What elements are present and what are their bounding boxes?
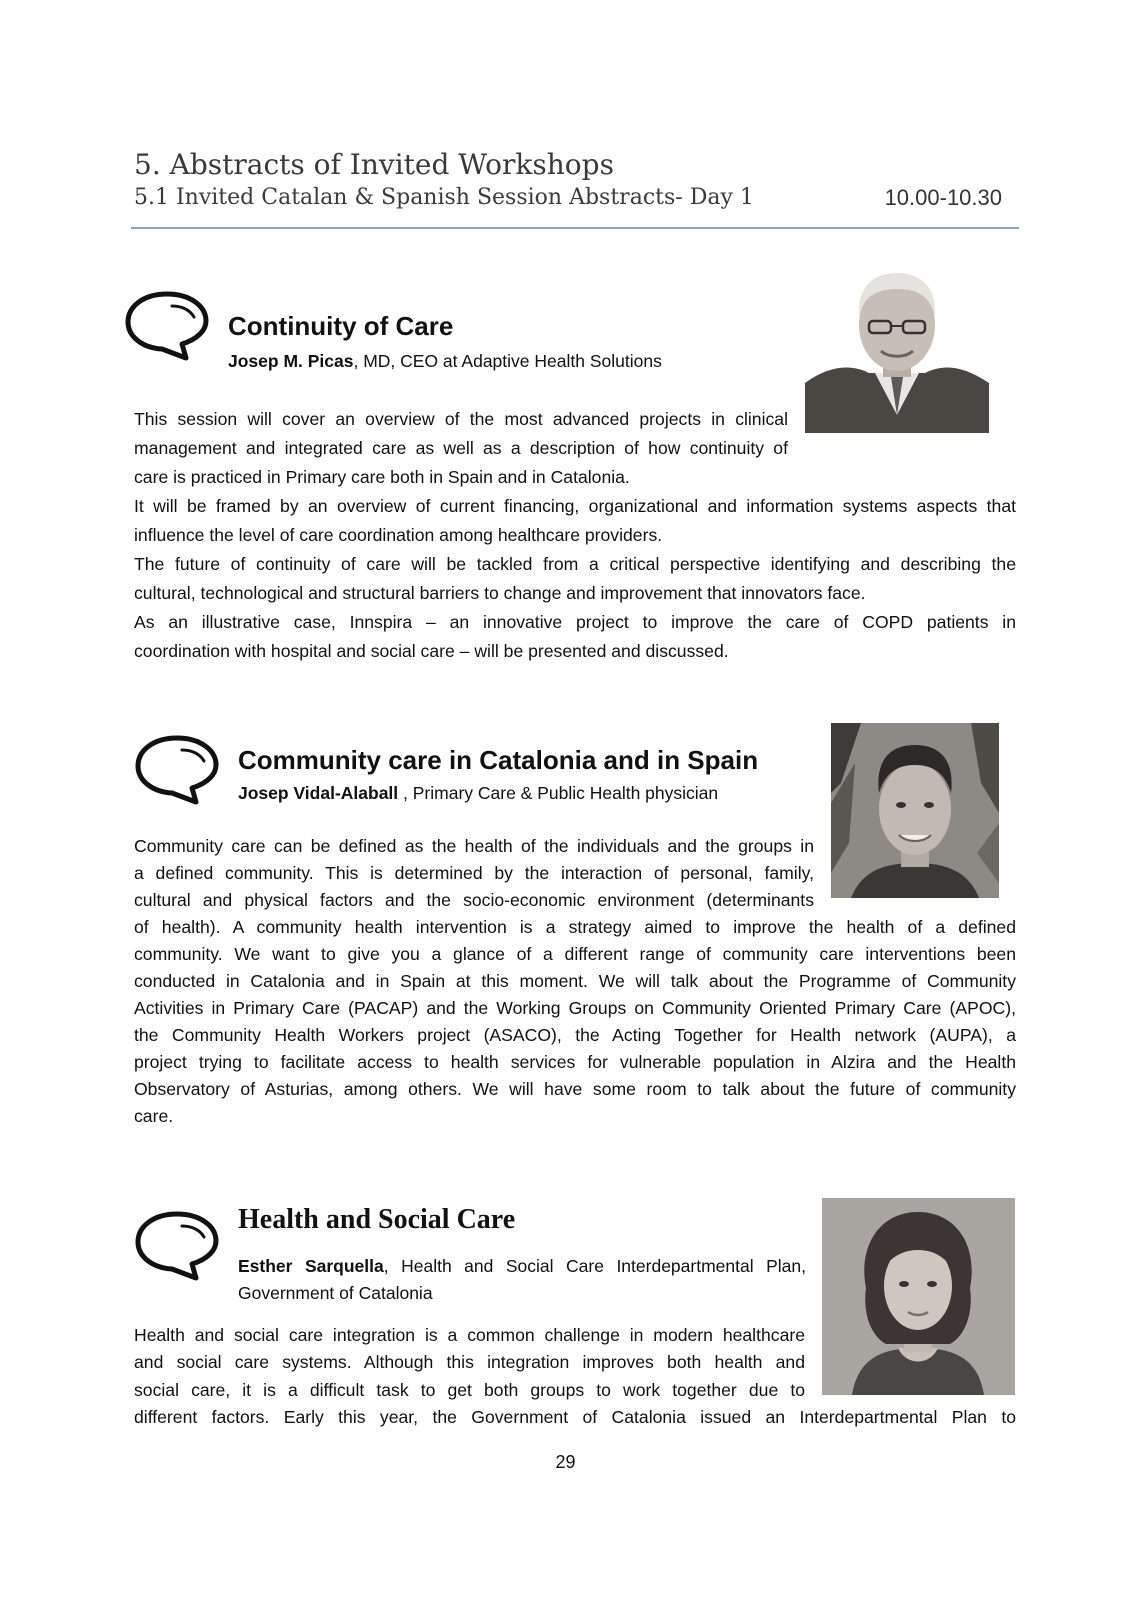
subsection-row <box>134 182 1020 214</box>
header-divider <box>131 227 1019 229</box>
author-role: , Health and Social Care Interdepartmental Plan, <box>383 1256 806 1276</box>
body-line: As an illustrative case, Innspira – an innovative project to improve the care of COPD patients in <box>134 612 1016 632</box>
abstract-title: Community care in Catalonia and in Spain <box>238 745 759 775</box>
abstract-author <box>238 1253 806 1307</box>
session-time: 10.00-10.30 <box>884 185 1002 210</box>
author-role: , Primary Care & Public Health physician <box>398 783 719 803</box>
body-line: of health). A community health intervention is a strategy aimed to improve the health of a defined <box>134 917 1016 937</box>
body-line: social care, it is a difficult task to get both groups to work together due to <box>134 1379 805 1400</box>
author-affiliation: Government of Catalonia <box>238 1283 433 1303</box>
body-line: care is practiced in Primary care both in Spain and in Catalonia. <box>134 467 630 487</box>
body-line: Community care can be defined as the health of the individuals and the groups in <box>134 836 814 856</box>
body-line: project trying to facilitate access to health services for vulnerable population in Alzira and the Health <box>134 1052 1016 1072</box>
speech-bubble-icon <box>124 290 210 362</box>
author-role: , MD, CEO at Adaptive Health Solutions <box>353 351 662 371</box>
body-line: This session will cover an overview of the most advanced projects in clinical <box>134 409 788 429</box>
abstract-title: Health and Social Care <box>238 1204 516 1235</box>
body-line: It will be framed by an overview of current financing, organizational and information systems aspects that <box>134 496 1016 516</box>
body-line: cultural, technological and structural barriers to change and improvement that innovators face. <box>134 583 866 603</box>
body-line: conducted in Catalonia and in Spain at this moment. We will talk about the Programme of Community <box>134 971 1016 991</box>
abstract-title: Continuity of Care <box>228 311 454 341</box>
abstract-body <box>134 405 1016 666</box>
body-line: cultural and physical factors and the socio-economic environment (determinants <box>134 890 814 910</box>
page-number: 29 <box>555 1452 576 1472</box>
body-line: the Community Health Workers project (ASACO), the Acting Together for Health network (AUPA), a <box>134 1025 1016 1045</box>
abstract-author <box>238 780 818 807</box>
subsection-title: 5.1 Invited Catalan & Spanish Session Abstracts- Day 1 <box>134 185 754 210</box>
body-line: The future of continuity of care will be tackled from a critical perspective identifying and describing the <box>134 554 1016 574</box>
speech-bubble-icon <box>134 1210 220 1282</box>
body-line: Observatory of Asturias, among others. We will have some room to talk about the future of community <box>134 1079 1016 1099</box>
body-line: care. <box>134 1106 174 1126</box>
body-line: a defined community. This is determined by the interaction of personal, family, <box>134 863 814 883</box>
body-line: management and integrated care as well as a description of how continuity of <box>134 438 788 458</box>
speech-bubble-icon <box>134 734 220 806</box>
body-line: influence the level of care coordination among healthcare providers. <box>134 525 663 545</box>
body-line: coordination with hospital and social care – will be presented and discussed. <box>134 641 729 661</box>
author-name: Josep M. Picas <box>228 351 354 371</box>
section-header <box>134 148 1020 214</box>
abstract-author <box>228 348 788 375</box>
body-line: Health and social care integration is a common challenge in modern healthcare <box>134 1325 805 1345</box>
abstract-body <box>134 1322 1016 1431</box>
body-line: Activities in Primary Care (PACAP) and the Working Groups on Community Oriented Primary Care (APOC), <box>134 998 1016 1018</box>
body-line: and social care systems. Although this integration improves both health and <box>134 1352 805 1373</box>
author-name: Josep Vidal-Alaball <box>238 783 399 803</box>
section-title: 5. Abstracts of Invited Workshops <box>134 148 614 181</box>
author-name: Esther Sarquella <box>238 1256 384 1276</box>
body-line: community. We want to give you a glance of a different range of community care interventions been <box>134 944 1016 964</box>
body-line: different factors. Early this year, the Government of Catalonia issued an Interdepartmental Plan to <box>134 1406 1016 1427</box>
abstract-body <box>134 833 1016 1130</box>
